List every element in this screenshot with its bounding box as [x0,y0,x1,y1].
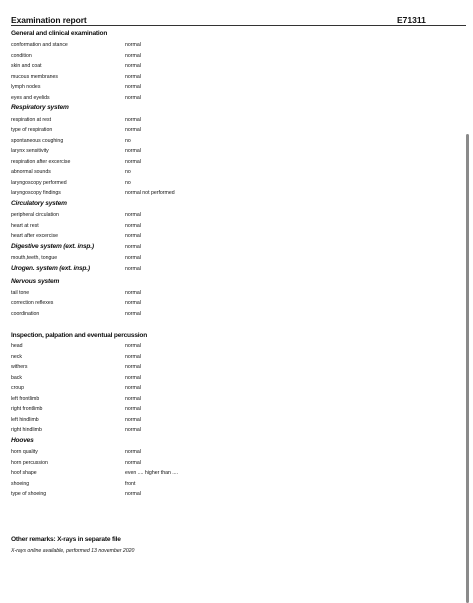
row-value: normal [125,354,141,360]
row-value: normal [125,127,141,133]
row-label: hoof shape [11,470,37,476]
row-label: respiration after excercise [11,159,71,165]
section-hooves-title: Hooves [11,437,34,444]
row-label: larynx sensitivity [11,148,49,154]
row-value: normal [125,212,141,218]
row-label: right frontlimb [11,406,43,412]
row-label: eyes and eyelids [11,95,50,101]
row-label: laryngoscopy findings [11,190,61,196]
remarks-title: Other remarks: X-rays in separate file [11,536,121,543]
row-label: lymph nodes [11,84,41,90]
report-title: Examination report [11,15,87,25]
row-value: normal [125,375,141,381]
row-value: normal [125,255,141,261]
row-label: withers [11,364,28,370]
section-general-title: General and clinical examination [11,30,108,37]
row-label: neck [11,354,22,360]
row-label: conformation and stance [11,42,68,48]
row-label: condition [11,53,32,59]
row-label: skin and coat [11,63,42,69]
row-value: normal [125,427,141,433]
section-respiratory-title: Respiratory system [11,104,69,111]
section-urogen-title: Urogen. system (ext. insp.) [11,265,90,272]
row-label: coordination [11,311,40,317]
row-value: normal [125,84,141,90]
section-nervous-title: Nervous system [11,278,60,285]
row-label: peripheral circulation [11,212,59,218]
row-value: normal [125,74,141,80]
row-value: normal [125,300,141,306]
row-value: normal [125,159,141,165]
row-label: horn percussion [11,460,48,466]
row-label: abnormal sounds [11,169,51,175]
row-value: no [125,180,131,186]
row-value: normal [125,449,141,455]
row-value: even .... higher than .... [125,470,179,476]
row-value: normal [125,460,141,466]
row-label: head [11,343,23,349]
row-value: front [125,481,136,487]
row-value: normal not performed [125,190,175,196]
row-value: normal [125,223,141,229]
header-divider [11,25,466,26]
row-label: shoeing [11,481,30,487]
row-label: tail tone [11,290,30,296]
row-label: left frontlimb [11,396,40,402]
scrollbar[interactable] [466,134,469,603]
row-value: no [125,169,131,175]
row-value: normal [125,396,141,402]
row-value: normal [125,117,141,123]
row-label: type of respiration [11,127,53,133]
row-value: no [125,138,131,144]
row-value: normal [125,311,141,317]
row-value: normal [125,406,141,412]
row-label: type of shoeing [11,491,47,497]
row-label: left hindlimb [11,417,39,423]
row-value: normal [125,148,141,154]
section-circulatory-title: Circulatory system [11,200,67,207]
row-value: normal [125,343,141,349]
section-digestive-value: normal [125,244,141,250]
row-label: heart at rest [11,223,39,229]
row-label: respiration at rest [11,117,52,123]
row-label: back [11,375,22,381]
row-label: mouth,teeth, tongue [11,255,58,261]
row-value: normal [125,95,141,101]
row-value: normal [125,491,141,497]
row-value: normal [125,417,141,423]
row-label: correction reflexes [11,300,54,306]
row-value: normal [125,53,141,59]
row-label: right hindlimb [11,427,42,433]
section-urogen-value: normal [125,266,141,272]
row-label: horn quality [11,449,38,455]
section-inspection-title: Inspection, palpation and eventual percussion [11,332,148,339]
row-label: laryngoscopy performed [11,180,67,186]
row-value: normal [125,364,141,370]
row-label: spontaneous coughing [11,138,64,144]
row-label: croup [11,385,24,391]
row-value: normal [125,233,141,239]
remarks-text: X-rays online available, performed 13 november 2020 [11,548,135,554]
row-label: heart after excercise [11,233,58,239]
row-label: mucous membranes [11,74,58,80]
section-digestive-title: Digestive system (ext. insp.) [11,243,94,250]
row-value: normal [125,63,141,69]
row-value: normal [125,385,141,391]
row-value: normal [125,42,141,48]
report-id: E71311 [397,15,426,25]
row-value: normal [125,290,141,296]
